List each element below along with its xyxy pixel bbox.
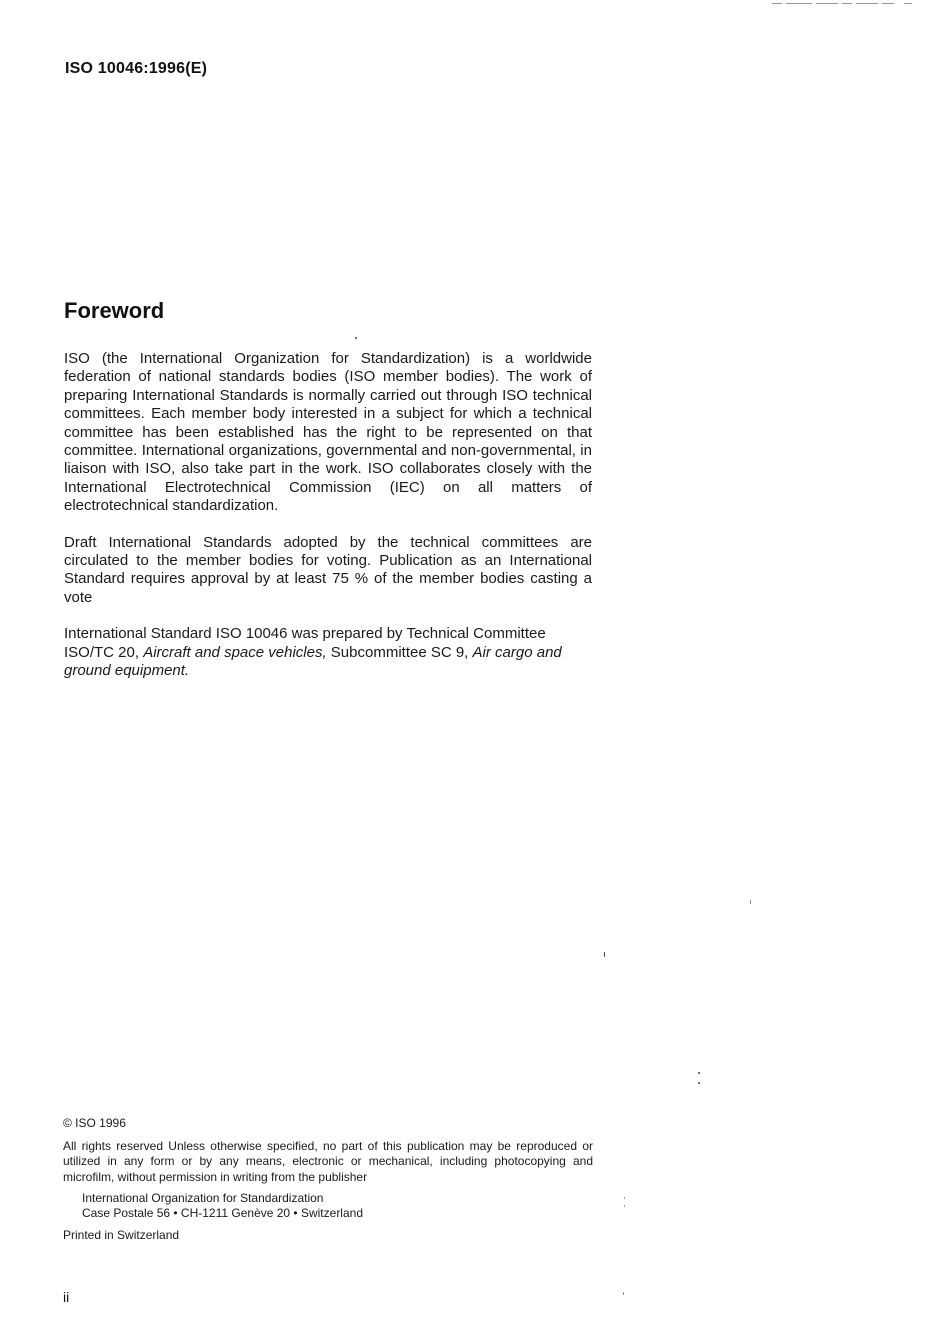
scan-speck: [604, 952, 605, 957]
scan-speck: [698, 1082, 700, 1084]
copyright-notice: © ISO 1996: [63, 1116, 126, 1130]
foreword-paragraph-3: [64, 625, 592, 680]
scan-artifact-line: [786, 3, 812, 4]
paragraph-3-text-1: International Standard ISO 10046 was prepared by Technical Committee ISO/TC 20,: [64, 625, 546, 661]
publisher-address: [82, 1191, 593, 1221]
printed-in: Printed in Switzerland: [63, 1228, 180, 1243]
copyright-footer: [63, 1116, 593, 1243]
scan-speck: [698, 1072, 700, 1074]
scan-artifact-line: [882, 3, 894, 4]
scan-speck: [355, 337, 357, 339]
scan-speck: [623, 1292, 624, 1295]
committee-name: Aircraft and space vehicles,: [143, 643, 327, 661]
scan-artifact-line: [772, 3, 782, 4]
publisher-postal-address: Case Postale 56 • CH-1211 Genève 20 • Switzerland: [82, 1206, 363, 1221]
scan-speck: [624, 1205, 625, 1207]
scan-artifact-line: [842, 3, 852, 4]
document-identifier: ISO 10046:1996(E): [65, 60, 208, 77]
publisher-name: International Organization for Standardization: [82, 1190, 324, 1205]
foreword-paragraph-1: ISO (the International Organization for Standardization) is a worldwide federation of national standards bodies (ISO member bodies). The work of preparing International Standards is normally carried out through ISO technical committees. Each member body interested in a subject for which a technical committee has been established has the right to be represented on that committee. International organizations, governmental and non-governmental, in liaison with ISO, also take part in the work. ISO collaborates closely with the International Electrotechnical Commission (IEC) on all matters of electrotechnical standardization.: [64, 350, 592, 515]
scan-speck: [750, 900, 751, 904]
rights-statement: All rights reserved Unless otherwise specified, no part of this publication may be reproduced or utilized in any form or by any means, electronic or mechanical, including photocopying and microfilm, without permission in writing from the publisher: [63, 1139, 593, 1184]
paragraph-3-text-2: Subcommittee SC 9,: [326, 643, 473, 661]
page-number: ii: [63, 1289, 70, 1305]
scan-speck: [624, 1197, 625, 1199]
subcommittee-name: Air cargo and ground equipment.: [64, 643, 562, 680]
foreword-body: [64, 350, 592, 699]
page-title: Foreword: [64, 298, 165, 323]
scan-artifact-line: [816, 3, 838, 4]
scan-artifact-line: [904, 3, 912, 4]
foreword-paragraph-2: Draft International Standards adopted by the technical committees are circulated to the member bodies for voting. Publication as an International Standard requires approval by at least 75 % of the member bodies casting a vote: [64, 533, 592, 606]
scan-artifact-line: [856, 3, 878, 4]
